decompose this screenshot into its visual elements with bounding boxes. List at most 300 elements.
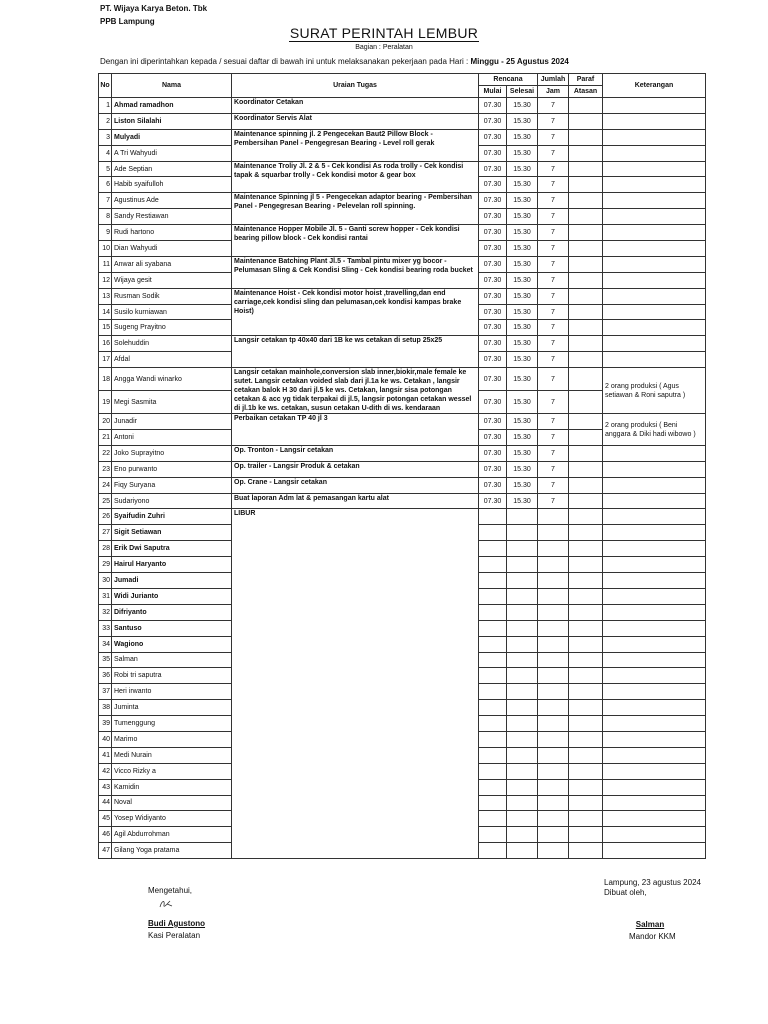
end-time: 15.30 [507,272,538,288]
hours [538,763,569,779]
hours [538,811,569,827]
employee-name: Junadir [112,414,232,430]
company-name: PT. Wijaya Karya Beton. Tbk [100,4,208,13]
end-time [507,652,538,668]
row-number: 22 [99,445,112,461]
start-time: 07.30 [479,320,507,336]
made-by-label: Dibuat oleh, [604,888,647,897]
approver-signature [148,886,206,940]
supervisor-initial [569,414,603,430]
supervisor-initial [569,272,603,288]
employee-name: Wijaya gesit [112,272,232,288]
employee-name: Noval [112,795,232,811]
task-description: Buat laporan Adm lat & pemasangan kartu alat [232,493,479,509]
row-number: 13 [99,288,112,304]
table-row [99,493,706,509]
hours: 7 [538,129,569,145]
hours [538,557,569,573]
remark [603,668,706,684]
remark [603,352,706,368]
row-number: 43 [99,779,112,795]
start-time: 07.30 [479,304,507,320]
hours [538,620,569,636]
employee-name: Sugeng Prayitno [112,320,232,336]
task-description: LIBUR [232,509,479,859]
remark [603,763,706,779]
col-jumlah: Jumlah [538,74,569,86]
employee-name: Widi Jurianto [112,588,232,604]
remark [603,493,706,509]
approver-role: Kasi Peralatan [148,931,201,940]
start-time: 07.30 [479,193,507,209]
hours [538,588,569,604]
remark [603,256,706,272]
table-row [99,414,706,430]
row-number: 29 [99,557,112,573]
hours [538,541,569,557]
employee-name: Tumenggung [112,716,232,732]
remark [603,684,706,700]
row-number: 19 [99,391,112,414]
employee-name: Robi tri saputra [112,668,232,684]
start-time: 07.30 [479,336,507,352]
remark [603,827,706,843]
department-label: Bagian : Peralatan [355,44,413,51]
hours [538,573,569,589]
employee-name: Erik Dwi Saputra [112,541,232,557]
end-time [507,795,538,811]
start-time: 07.30 [479,414,507,430]
row-number: 20 [99,414,112,430]
end-time [507,573,538,589]
row-number: 7 [99,193,112,209]
signature-mark [158,898,174,910]
remark [603,445,706,461]
start-time: 07.30 [479,161,507,177]
row-number: 42 [99,763,112,779]
remark [603,161,706,177]
remark [603,779,706,795]
supervisor-initial [569,525,603,541]
hours [538,700,569,716]
table-row [99,161,706,177]
supervisor-initial [569,811,603,827]
hours [538,684,569,700]
col-jam: Jam [538,86,569,98]
supervisor-initial [569,731,603,747]
hours: 7 [538,288,569,304]
row-number: 38 [99,700,112,716]
remark [603,811,706,827]
start-time [479,684,507,700]
supervisor-initial [569,604,603,620]
end-time [507,731,538,747]
start-time [479,668,507,684]
end-time: 15.30 [507,368,538,391]
employee-name: Habib syaifulloh [112,177,232,193]
start-time [479,716,507,732]
end-time [507,525,538,541]
hours: 7 [538,461,569,477]
employee-name: Mulyadi [112,129,232,145]
supervisor-initial [569,256,603,272]
start-time [479,795,507,811]
supervisor-initial [569,241,603,257]
end-time [507,700,538,716]
table-row [99,368,706,391]
end-time [507,636,538,652]
row-number: 18 [99,368,112,391]
start-time: 07.30 [479,241,507,257]
start-time [479,779,507,795]
end-time: 15.30 [507,225,538,241]
row-number: 6 [99,177,112,193]
employee-name: Heri irwanto [112,684,232,700]
hours: 7 [538,493,569,509]
row-number: 27 [99,525,112,541]
col-nama: Nama [112,74,232,98]
employee-name: Sandy Restiawan [112,209,232,225]
remark [603,636,706,652]
row-number: 25 [99,493,112,509]
supervisor-initial [569,477,603,493]
task-description: Op. trailer - Langsir Produk & cetakan [232,461,479,477]
row-number: 35 [99,652,112,668]
row-number: 44 [99,795,112,811]
start-time: 07.30 [479,288,507,304]
table-row [99,288,706,304]
start-time: 07.30 [479,145,507,161]
supervisor-initial [569,193,603,209]
employee-name: Medi Nurain [112,747,232,763]
task-description: Koordinator Cetakan [232,98,479,114]
row-number: 5 [99,161,112,177]
remark: 2 orang produksi ( Beni anggara & Diki hadi wibowo ) [603,414,706,446]
task-description: Langsir cetakan tp 40x40 dari 1B ke ws cetakan di setup 25x25 [232,336,479,368]
remark [603,731,706,747]
task-description: Maintenance Hopper Mobile Jl. 5 - Ganti screw hopper - Cek kondisi bearing pillow block - Cek kondisi rantai [232,225,479,257]
remark [603,573,706,589]
remark [603,225,706,241]
hours: 7 [538,272,569,288]
hours [538,843,569,859]
supervisor-initial [569,795,603,811]
row-number: 37 [99,684,112,700]
supervisor-initial [569,541,603,557]
employee-name: Sigit Setiawan [112,525,232,541]
remark [603,795,706,811]
hours: 7 [538,414,569,430]
supervisor-initial [569,843,603,859]
end-time [507,620,538,636]
creator-signature [629,920,676,941]
task-description: Perbaikan cetakan TP 40 jl 3 [232,414,479,446]
remark [603,288,706,304]
supervisor-initial [569,352,603,368]
end-time [507,588,538,604]
row-number: 26 [99,509,112,525]
end-time: 15.30 [507,113,538,129]
supervisor-initial [569,684,603,700]
supervisor-initial [569,636,603,652]
row-number: 31 [99,588,112,604]
start-time: 07.30 [479,477,507,493]
end-time: 15.30 [507,445,538,461]
start-time [479,700,507,716]
employee-name: Sudariyono [112,493,232,509]
start-time [479,573,507,589]
start-time: 07.30 [479,391,507,414]
hours: 7 [538,445,569,461]
start-time: 07.30 [479,98,507,114]
start-time: 07.30 [479,352,507,368]
hours [538,604,569,620]
remark [603,129,706,145]
remark [603,557,706,573]
supervisor-initial [569,98,603,114]
supervisor-initial [569,700,603,716]
hours: 7 [538,225,569,241]
remark [603,716,706,732]
start-time: 07.30 [479,461,507,477]
remark [603,525,706,541]
row-number: 8 [99,209,112,225]
supervisor-initial [569,827,603,843]
start-time [479,652,507,668]
table-row [99,445,706,461]
employee-name: Antoni [112,430,232,446]
remark [603,145,706,161]
hours [538,827,569,843]
hours: 7 [538,304,569,320]
end-time: 15.30 [507,477,538,493]
employee-name: Hairul Haryanto [112,557,232,573]
end-time: 15.30 [507,256,538,272]
row-number: 2 [99,113,112,129]
creator-name: Salman [635,920,665,929]
col-rencana: Rencana [479,74,538,86]
start-time [479,541,507,557]
start-time: 07.30 [479,368,507,391]
end-time: 15.30 [507,193,538,209]
supervisor-initial [569,763,603,779]
task-description: Langsir cetakan mainhole,conversion slab inner,biokir,male female ke sutet. Langsir cetakan voided slab dari jl.1a ke ws. Cetakan , langsir cetakan balok H 30 dari jl.5 ke ws. Cetakan, langsir sisa potongan cetakan & acc yg tidak terpakai di jl.5, langsir potongan cetakan wessel di jl.1b ke ws. cetakan, susun cetakan U-dith di ws. kendaraan [232,368,479,414]
task-description: Op. Tronton - Langsir cetakan [232,445,479,461]
end-time: 15.30 [507,391,538,414]
remark [603,843,706,859]
row-number: 11 [99,256,112,272]
row-number: 4 [99,145,112,161]
hours [538,525,569,541]
col-uraian: Uraian Tugas [232,74,479,98]
remark [603,193,706,209]
row-number: 30 [99,573,112,589]
row-number: 15 [99,320,112,336]
end-time [507,604,538,620]
hours: 7 [538,320,569,336]
col-paraf: Paraf [569,74,603,86]
employee-name: Angga Wandi winarko [112,368,232,391]
end-time: 15.30 [507,161,538,177]
supervisor-initial [569,320,603,336]
employee-name: Eno purwanto [112,461,232,477]
employee-name: Santuso [112,620,232,636]
start-time [479,636,507,652]
row-number: 47 [99,843,112,859]
hours [538,779,569,795]
col-keterangan: Keterangan [603,74,706,98]
overtime-day: Minggu - 25 Agustus 2024 [470,57,569,66]
end-time: 15.30 [507,129,538,145]
supervisor-initial [569,225,603,241]
remark [603,113,706,129]
supervisor-initial [569,779,603,795]
supervisor-initial [569,557,603,573]
start-time: 07.30 [479,493,507,509]
employee-name: Fiqy Suryana [112,477,232,493]
row-number: 9 [99,225,112,241]
remark [603,604,706,620]
employee-name: Difriyanto [112,604,232,620]
supervisor-initial [569,668,603,684]
employee-name: Juminta [112,700,232,716]
employee-name: Vicco Rizky a [112,763,232,779]
end-time [507,541,538,557]
employee-name: Ade Septian [112,161,232,177]
row-number: 14 [99,304,112,320]
hours: 7 [538,477,569,493]
supervisor-initial [569,391,603,414]
start-time [479,557,507,573]
remark [603,747,706,763]
employee-name: Salman [112,652,232,668]
table-row [99,477,706,493]
supervisor-initial [569,161,603,177]
table-row [99,461,706,477]
start-time [479,604,507,620]
row-number: 40 [99,731,112,747]
start-time: 07.30 [479,113,507,129]
start-time [479,620,507,636]
supervisor-initial [569,304,603,320]
end-time [507,684,538,700]
start-time [479,731,507,747]
start-time: 07.30 [479,129,507,145]
start-time: 07.30 [479,177,507,193]
remark [603,98,706,114]
row-number: 28 [99,541,112,557]
col-mulai: Mulai [479,86,507,98]
hours: 7 [538,430,569,446]
col-selesai: Selesai [507,86,538,98]
supervisor-initial [569,573,603,589]
supervisor-initial [569,113,603,129]
hours: 7 [538,145,569,161]
hours [538,652,569,668]
employee-name: Ahmad ramadhon [112,98,232,114]
start-time [479,525,507,541]
hours [538,747,569,763]
start-time [479,827,507,843]
start-time: 07.30 [479,256,507,272]
start-time: 07.30 [479,430,507,446]
hours: 7 [538,161,569,177]
supervisor-initial [569,620,603,636]
employee-name: Dian Wahyudi [112,241,232,257]
supervisor-initial [569,652,603,668]
row-number: 32 [99,604,112,620]
end-time: 15.30 [507,493,538,509]
row-number: 1 [99,98,112,114]
hours: 7 [538,113,569,129]
end-time [507,779,538,795]
start-time [479,588,507,604]
employee-name: Liston Silalahi [112,113,232,129]
employee-name: Yosep Widiyanto [112,811,232,827]
approver-caption: Mengetahui, [148,886,193,895]
row-number: 21 [99,430,112,446]
supervisor-initial [569,177,603,193]
row-number: 33 [99,620,112,636]
row-number: 12 [99,272,112,288]
remark [603,700,706,716]
end-time [507,747,538,763]
start-time: 07.30 [479,272,507,288]
row-number: 46 [99,827,112,843]
supervisor-initial [569,461,603,477]
end-time [507,763,538,779]
table-row [99,509,706,525]
employee-name: Joko Suprayitno [112,445,232,461]
remark [603,652,706,668]
supervisor-initial [569,129,603,145]
remark [603,272,706,288]
employee-name: Rusman Sodik [112,288,232,304]
start-time [479,811,507,827]
row-number: 36 [99,668,112,684]
document-title: SURAT PERINTAH LEMBUR [289,25,479,41]
end-time [507,827,538,843]
start-time [479,843,507,859]
employee-name: Gilang Yoga pratama [112,843,232,859]
hours [538,509,569,525]
hours: 7 [538,177,569,193]
end-time [507,843,538,859]
intro-text: Dengan ini diperintahkan kepada / sesuai daftar di bawah ini untuk melaksanakan pekerjaan pada Hari : Minggu - 25 Agustus 2024 [100,57,569,66]
place-date: Lampung, 23 agustus 2024 [604,878,701,887]
task-description: Maintenance spinning jl. 2 Pengecekan Baut2 Pillow Block - Pembersihan Panel - Pengegresan Bearing - Level roll gerak [232,129,479,161]
remark [603,541,706,557]
end-time: 15.30 [507,352,538,368]
employee-name: Kamidin [112,779,232,795]
supervisor-initial [569,145,603,161]
row-number: 45 [99,811,112,827]
row-number: 34 [99,636,112,652]
supervisor-initial [569,493,603,509]
hours [538,636,569,652]
hours: 7 [538,209,569,225]
task-description: Koordinator Servis Alat [232,113,479,129]
remark [603,588,706,604]
employee-name: Rudi hartono [112,225,232,241]
hours [538,668,569,684]
table-row [99,336,706,352]
start-time: 07.30 [479,445,507,461]
task-description: Maintenance Troliy Jl. 2 & 5 - Cek kondisi As roda trolly - Cek kondisi tapak & squarbar trolly - Cek kondisi motor & gear box [232,161,479,193]
end-time: 15.30 [507,98,538,114]
hours: 7 [538,241,569,257]
row-number: 41 [99,747,112,763]
